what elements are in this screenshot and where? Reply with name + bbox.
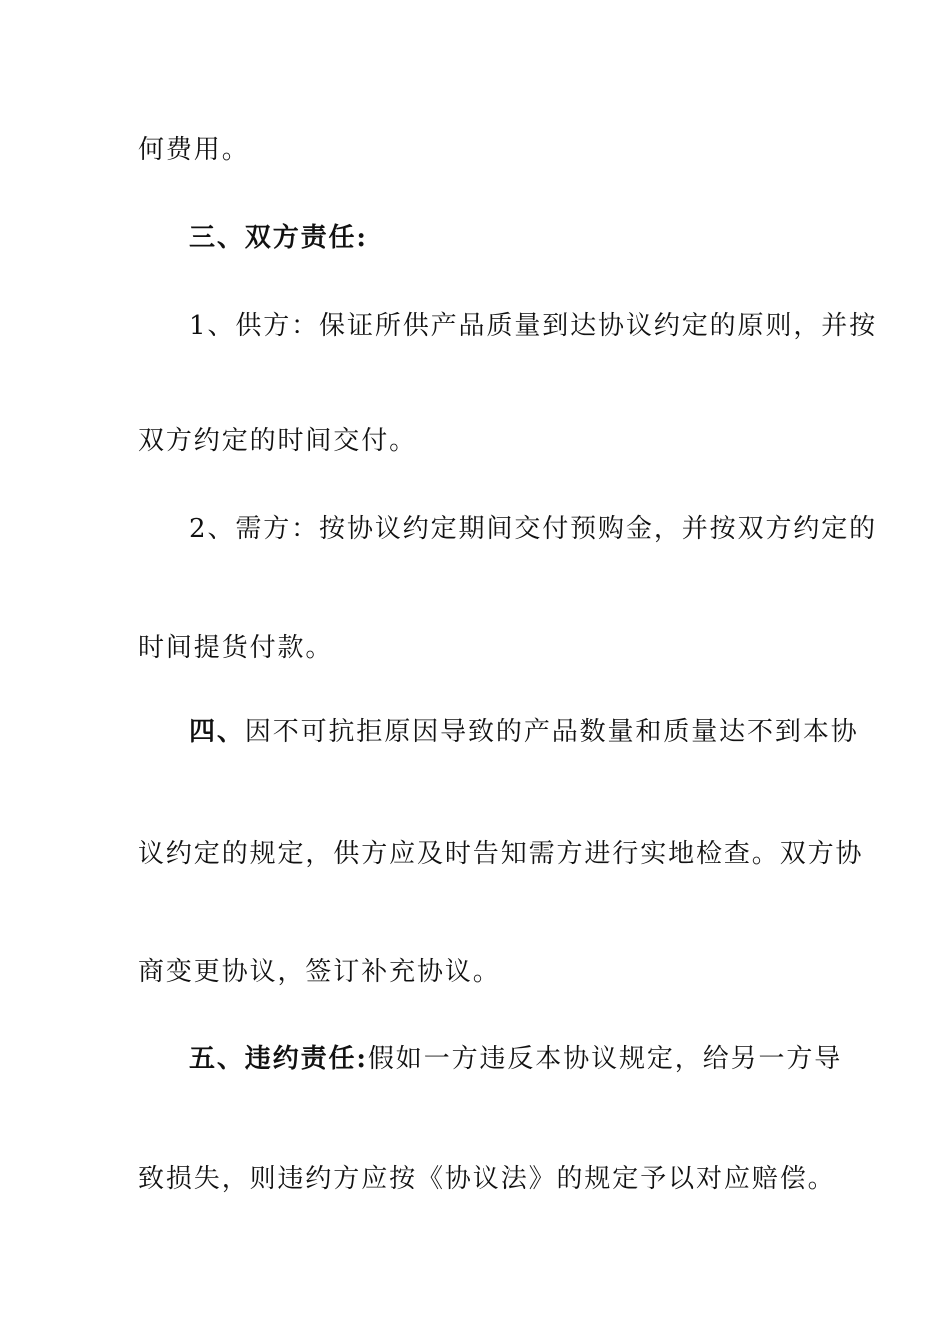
heading-text: 五、违约责任: <box>189 1044 368 1074</box>
line-text: 1、供方：保证所供产品质量到达协议约定的原则，并按 <box>189 311 878 341</box>
line-text: 何费用。 <box>138 135 250 165</box>
heading-text: 三、双方责任: <box>189 223 368 253</box>
line-text: 议约定的规定，供方应及时告知需方进行实地检查。双方协 <box>138 839 864 869</box>
paragraph-line <box>138 1163 836 1195</box>
paragraph-line <box>138 425 818 457</box>
line-text: 致损失，则违约方应按《协议法》的规定予以对应赔偿。 <box>138 1164 836 1194</box>
line-text: 假如一方违反本协议规定，给另一方导 <box>367 1044 843 1074</box>
line-text: 时间提货付款。 <box>138 633 334 663</box>
heading-text: 四、 <box>189 717 245 747</box>
paragraph-line <box>189 513 878 545</box>
paragraph-line <box>189 310 878 342</box>
section-five-line <box>189 1043 843 1075</box>
line-text: 2、需方：按协议约定期间交付预购金，并按双方约定的 <box>189 514 878 544</box>
paragraph-line <box>138 632 818 664</box>
paragraph-line <box>138 134 818 166</box>
line-text: 双方约定的时间交付。 <box>138 426 418 456</box>
line-text: 因不可抗拒原因导致的产品数量和质量达不到本协 <box>244 717 859 747</box>
section-heading-three <box>189 222 818 254</box>
line-text: 商变更协议，签订补充协议。 <box>138 957 501 987</box>
paragraph-line <box>138 838 864 870</box>
paragraph-line <box>138 956 818 988</box>
section-four-line <box>189 716 859 748</box>
